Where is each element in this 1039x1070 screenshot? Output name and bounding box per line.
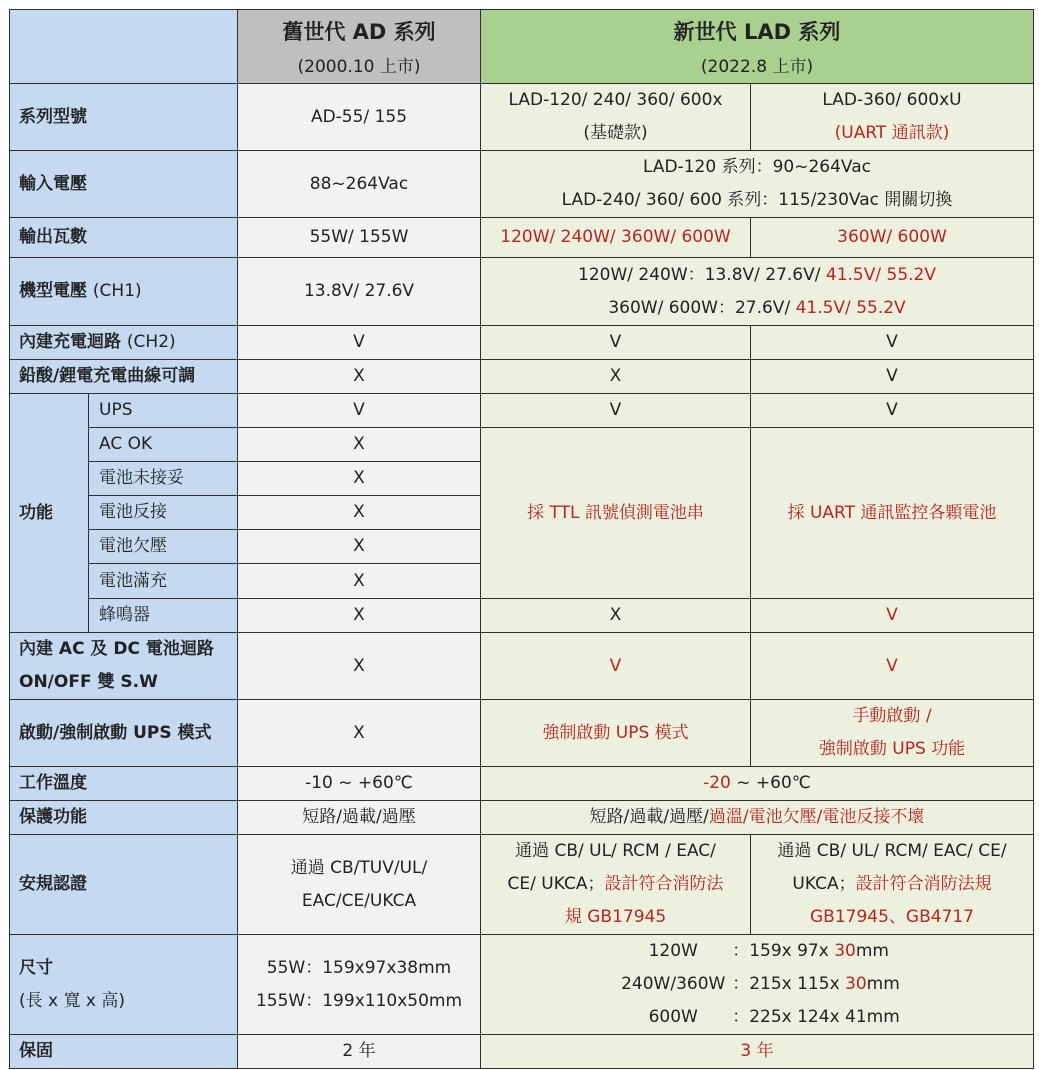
function-name-buzzer: 蜂鳴器 [89, 599, 238, 633]
row-certification [10, 835, 1034, 935]
size-old-line1: 55W：159x97x38mm [266, 957, 452, 978]
curve-adjust-lad-uart: V [751, 360, 1034, 394]
certification-lad-basic-line2-base: CE/ UKCA； [507, 874, 605, 894]
input-voltage-new [481, 151, 1034, 218]
model-voltage-line1-base: 120W/ 240W：13.8V/ 27.6V/ [578, 264, 826, 285]
row-label-model-voltage [10, 258, 238, 326]
model-voltage-new-line1 [485, 259, 1029, 292]
size-label-line1: 尺寸 [19, 957, 53, 978]
certification-lad-uart-line1: 通過 CB/ UL/ RCM/ EAC/ CE/ [777, 841, 1007, 861]
header-old-series [238, 10, 481, 84]
size-new-height: 30 [845, 974, 867, 994]
function-battery-loose-old: X [238, 462, 481, 496]
row-function-ups [10, 394, 1034, 428]
row-label-charging-loop [10, 326, 238, 360]
header-row [10, 10, 1034, 84]
old-series-date: (2000.10 上市) [297, 56, 421, 77]
certification-lad-uart [751, 835, 1034, 935]
row-label-onoff-switch [10, 633, 238, 700]
size-new-list [614, 935, 900, 1034]
model-voltage-label-text: 機型電壓 [19, 281, 87, 301]
function-name-battery-full: 電池滿充 [89, 564, 238, 599]
model-voltage-label-suffix: (CH1) [92, 281, 142, 301]
size-label-line2: (長 x 寬 x 高) [19, 990, 126, 1011]
start-mode-lad-uart [751, 700, 1034, 767]
row-label-certification: 安規認證 [10, 835, 238, 935]
function-battery-full-old: X [238, 564, 481, 599]
row-model [10, 84, 1034, 151]
row-label-protection: 保護功能 [10, 801, 238, 835]
certification-lad-uart-line3: GB17945、GB4717 [809, 907, 974, 927]
function-name-ac-ok: AC OK [89, 428, 238, 462]
size-new-item [614, 1001, 900, 1034]
start-mode-lad-basic: 強制啟動 UPS 模式 [481, 700, 751, 767]
certification-lad-basic-line2 [485, 868, 746, 901]
size-new-model: 120W [648, 941, 698, 961]
charging-loop-lad-uart: V [751, 326, 1034, 360]
temperature-new [481, 767, 1034, 801]
model-lad-basic-note: (基礎款) [583, 123, 648, 143]
onoff-label-line1: 內建 AC 及 DC 電池迴路 [19, 639, 214, 659]
certification-lad-uart-line2-base: UKCA； [792, 874, 856, 894]
curve-adjust-lad-basic: X [481, 360, 751, 394]
protection-new [481, 801, 1034, 835]
row-temperature [10, 767, 1034, 801]
temperature-new-high: ~ +60℃ [730, 773, 811, 793]
certification-lad-uart-line2 [755, 868, 1029, 901]
model-voltage-line2-base: 360W/ 600W：27.6V/ [608, 297, 796, 318]
row-warranty [10, 1035, 1034, 1069]
model-old: AD-55/ 155 [238, 84, 481, 151]
size-new [481, 935, 1034, 1035]
row-onoff-switch [10, 633, 1034, 700]
size-new-unit: mm [866, 974, 900, 994]
size-new-model: 600W [648, 1007, 698, 1027]
start-mode-old: X [238, 700, 481, 767]
onoff-switch-old: X [238, 633, 481, 700]
function-name-ups: UPS [89, 394, 238, 428]
row-charging-loop [10, 326, 1034, 360]
certification-old-line2: EAC/CE/UKCA [301, 890, 417, 911]
function-battery-undervoltage-old: X [238, 530, 481, 564]
row-label-warranty: 保固 [10, 1035, 238, 1069]
size-new-dims: ：225x 124x 41mm [732, 1007, 900, 1027]
size-old [238, 935, 481, 1035]
model-voltage-new-line2 [485, 292, 1029, 325]
temperature-old: -10 ~ +60℃ [238, 767, 481, 801]
warranty-old: 2 年 [238, 1035, 481, 1069]
row-start-mode [10, 700, 1034, 767]
certification-lad-basic [481, 835, 751, 935]
size-new-height: 30 [834, 941, 856, 961]
model-voltage-old: 13.8V/ 27.6V [238, 258, 481, 326]
row-label-input-voltage: 輸入電壓 [10, 151, 238, 218]
row-input-voltage [10, 151, 1034, 218]
function-name-battery-loose: 電池未接妥 [89, 462, 238, 496]
row-label-model: 系列型號 [10, 84, 238, 151]
row-output-watt [10, 218, 1034, 258]
input-voltage-new-line2: LAD-240/ 360/ 600 系列：115/230Vac 開關切換 [561, 190, 953, 210]
output-watt-lad-uart: 360W/ 600W [751, 218, 1034, 258]
charging-loop-label-text: 內建充電迴路 [19, 332, 121, 352]
row-label-functions: 功能 [10, 394, 89, 633]
new-series-date: (2022.8 上市) [700, 56, 814, 77]
size-new-item [614, 935, 900, 968]
function-uart-note: 採 UART 通訊監控各顆電池 [751, 428, 1034, 599]
certification-old-line1: 通過 CB/TUV/UL/ [290, 857, 428, 878]
output-watt-lad-basic: 120W/ 240W/ 360W/ 600W [481, 218, 751, 258]
model-lad-uart-note: (UART 通訊款) [834, 123, 950, 143]
function-name-battery-reverse: 電池反接 [89, 496, 238, 530]
function-name-battery-undervoltage: 電池欠壓 [89, 530, 238, 564]
row-curve-adjust [10, 360, 1034, 394]
protection-new-added: 過溫/電池欠壓/電池反接不壞 [708, 807, 925, 827]
row-label-size [10, 935, 238, 1035]
model-lad-basic [481, 84, 751, 151]
row-model-voltage [10, 258, 1034, 326]
model-lad-basic-name: LAD-120/ 240/ 360/ 600x [508, 90, 723, 110]
old-series-title: 舊世代 AD 系列 [282, 19, 436, 44]
onoff-switch-lad-uart: V [751, 633, 1034, 700]
certification-lad-basic-line3: 規 GB17945 [564, 907, 667, 927]
start-mode-lad-uart-line1: 手動啟動 / [852, 706, 932, 726]
certification-lad-basic-line2-new: 設計符合消防法 [604, 874, 724, 894]
size-old-line2: 155W：199x110x50mm [255, 990, 463, 1011]
function-buzzer-lad-uart: V [751, 599, 1034, 633]
protection-new-base: 短路/過載/過壓/ [589, 807, 709, 827]
size-new-dims: ：215x 115x [732, 974, 846, 994]
temperature-new-low: -20 [703, 773, 731, 793]
function-buzzer-lad-basic: X [481, 599, 751, 633]
input-voltage-new-line1: LAD-120 系列：90~264Vac [643, 157, 871, 177]
new-series-title: 新世代 LAD 系列 [673, 19, 841, 44]
warranty-new: 3 年 [481, 1035, 1034, 1069]
charging-loop-lad-basic: V [481, 326, 751, 360]
function-ups-lad-uart: V [751, 394, 1034, 428]
size-new-unit: mm [855, 941, 889, 961]
size-new-dims: ：159x 97x [732, 941, 835, 961]
header-new-series [481, 10, 1034, 84]
function-ttl-note: 採 TTL 訊號偵測電池串 [481, 428, 751, 599]
row-label-temperature: 工作溫度 [10, 767, 238, 801]
row-label-curve-adjust: 鉛酸/鋰電充電曲線可調 [10, 360, 238, 394]
row-protection [10, 801, 1034, 835]
comparison-table [9, 9, 1034, 1069]
function-ac-ok-old: X [238, 428, 481, 462]
protection-old: 短路/過載/過壓 [238, 801, 481, 835]
header-corner [10, 10, 238, 84]
onoff-label-line2: ON/OFF 雙 S.W [19, 672, 158, 692]
row-label-output-watt: 輸出瓦數 [10, 218, 238, 258]
charging-loop-label-suffix: (CH2) [126, 332, 176, 352]
model-voltage-new [481, 258, 1034, 326]
model-voltage-line1-new: 41.5V/ 55.2V [825, 264, 936, 285]
function-ups-old: V [238, 394, 481, 428]
row-label-start-mode: 啟動/強制啟動 UPS 模式 [10, 700, 238, 767]
model-lad-uart-name: LAD-360/ 600xU [822, 90, 962, 110]
certification-lad-uart-line2-new: 設計符合消防法規 [855, 874, 992, 894]
function-buzzer-old: X [238, 599, 481, 633]
size-new-item [614, 968, 900, 1001]
certification-lad-basic-line1: 通過 CB/ UL/ RCM / EAC/ [515, 841, 716, 861]
curve-adjust-old: X [238, 360, 481, 394]
start-mode-lad-uart-line2: 強制啟動 UPS 功能 [818, 739, 966, 759]
row-size [10, 935, 1034, 1035]
size-new-model: 240W/360W [621, 974, 726, 994]
certification-old [238, 835, 481, 935]
row-function-ac-ok [10, 428, 1034, 462]
output-watt-old: 55W/ 155W [238, 218, 481, 258]
model-voltage-line2-new: 41.5V/ 55.2V [795, 297, 906, 318]
onoff-switch-lad-basic: V [481, 633, 751, 700]
charging-loop-old: V [238, 326, 481, 360]
row-function-buzzer [10, 599, 1034, 633]
function-battery-reverse-old: X [238, 496, 481, 530]
model-lad-uart [751, 84, 1034, 151]
function-ups-lad-basic: V [481, 394, 751, 428]
input-voltage-old: 88~264Vac [238, 151, 481, 218]
